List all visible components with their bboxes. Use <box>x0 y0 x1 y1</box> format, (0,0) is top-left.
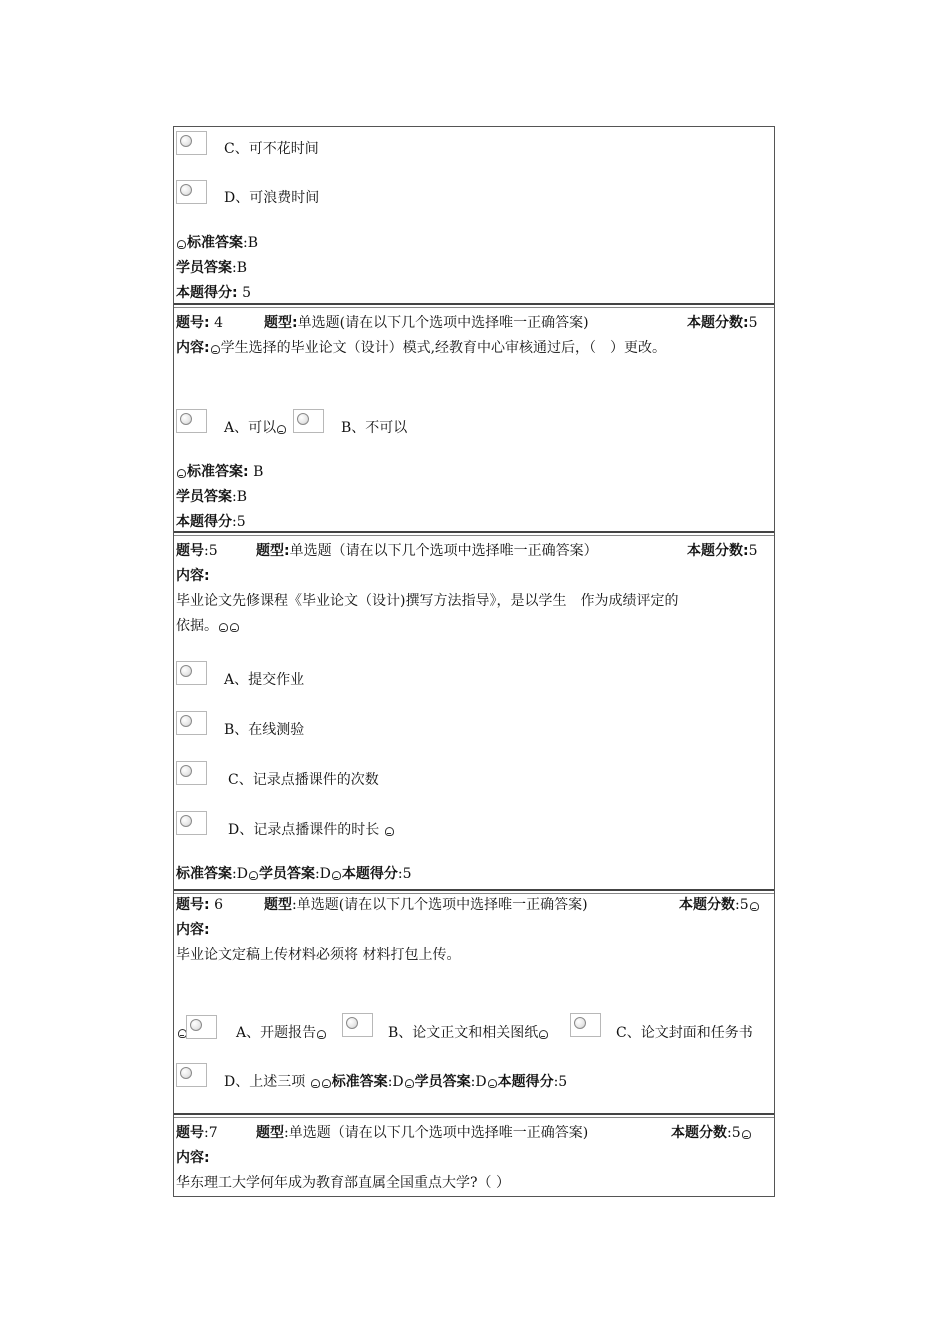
question-points: 本题分数:5 <box>687 315 758 331</box>
question-content: 内容: 学生选择的毕业论文（设计）模式,经教育中心审核通过后，（ ）更改。 <box>176 340 667 356</box>
anchor-icon <box>219 623 228 632</box>
question-3-tail <box>174 127 774 305</box>
option-label-a: A、开题报告 <box>236 1023 327 1043</box>
question-content-label: 内容: <box>176 1150 210 1166</box>
question-number: 题号: 6 <box>176 897 223 913</box>
question-type: 题型:单选题（请在以下几个选项中选择唯一正确答案） <box>256 543 598 559</box>
question-content: 毕业论文先修课程《毕业论文（设计)撰写方法指导》，是以学生 作为成绩评定的 <box>176 593 679 609</box>
question-5 <box>174 537 774 891</box>
question-number: 题号: 4 <box>176 315 223 331</box>
quiz-results-sheet <box>173 126 775 1197</box>
option-label-d: D、可浪费时间 <box>224 190 320 206</box>
option-radio-d[interactable] <box>176 180 207 204</box>
answer-summary: 标准答案:D 学员答案:D 本题得分:5 <box>176 866 412 882</box>
option-d-and-answers: D、上述三项 标准答案:D 学员答案:D 本题得分:5 <box>224 1074 568 1090</box>
option-radio-c[interactable] <box>176 761 207 785</box>
question-content-label: 内容: <box>176 922 210 938</box>
student-answer: 学员答案:B <box>176 489 248 505</box>
question-number: 题号:5 <box>176 543 218 559</box>
question-number: 题号:7 <box>176 1125 218 1141</box>
question-6 <box>174 895 774 1115</box>
question-4 <box>174 309 774 533</box>
option-label-b: B、论文正文和相关图纸 <box>388 1023 549 1043</box>
anchor-icon <box>311 1079 320 1088</box>
anchor-icon <box>317 1030 326 1039</box>
anchor-icon <box>405 1079 414 1088</box>
option-label-a: A、可以 <box>224 418 287 438</box>
option-label-d: D、上述三项 <box>224 1074 306 1090</box>
option-label-b: B、在线测验 <box>224 722 305 738</box>
option-radio-d[interactable] <box>176 811 207 835</box>
question-type: 题型:单选题(请在以下几个选项中选择唯一正确答案) <box>264 315 589 331</box>
anchor-icon <box>277 425 286 434</box>
anchor-icon <box>750 902 759 911</box>
anchor-icon <box>539 1030 548 1039</box>
anchor-icon <box>177 469 186 478</box>
option-radio-a[interactable] <box>186 1015 217 1039</box>
question-content: 华东理工大学何年成为教育部直属全国重点大学?（ ） <box>176 1175 510 1191</box>
question-points: 本题分数:5 <box>687 543 758 559</box>
option-label-c: C、可不花时间 <box>224 141 319 157</box>
option-label-d: D、记录点播课件的时长 <box>228 820 395 840</box>
question-score: 本题得分:5 <box>176 514 246 530</box>
option-label-c: C、记录点播课件的次数 <box>228 772 379 788</box>
anchor-icon <box>742 1130 751 1139</box>
question-points: 本题分数:5 <box>679 895 760 915</box>
option-label-b: B、不可以 <box>341 420 408 436</box>
option-radio-b[interactable] <box>342 1013 373 1037</box>
option-label-a: A、提交作业 <box>224 672 305 688</box>
option-radio-b[interactable] <box>176 711 207 735</box>
question-type: 题型:单选题（请在以下几个选项中选择唯一正确答案) <box>256 1125 589 1141</box>
option-label-c: C、论文封面和任务书 <box>616 1025 753 1041</box>
option-radio-d[interactable] <box>176 1063 207 1087</box>
option-radio-c[interactable] <box>570 1013 601 1037</box>
option-radio-a[interactable] <box>176 409 207 433</box>
question-7 <box>174 1123 774 1196</box>
question-content-label: 内容: <box>176 568 210 584</box>
anchor-icon <box>488 1079 497 1088</box>
question-points: 本题分数:5 <box>671 1123 752 1143</box>
option-radio-b[interactable] <box>293 409 324 433</box>
anchor-icon <box>332 871 341 880</box>
anchor-icon <box>322 1079 331 1088</box>
question-content: 毕业论文定稿上传材料必须将 材料打包上传。 <box>176 947 461 963</box>
anchor-icon <box>385 827 394 836</box>
question-type: 题型:单选题(请在以下几个选项中选择唯一正确答案) <box>264 897 588 913</box>
standard-answer: 标准答案:B <box>176 233 258 253</box>
anchor-icon <box>249 871 258 880</box>
question-score: 本题得分: 5 <box>176 285 251 301</box>
option-radio-c[interactable] <box>176 131 207 155</box>
question-content-cont: 依据。 <box>176 616 240 636</box>
student-answer: 学员答案:B <box>176 260 248 276</box>
standard-answer: 标准答案: B <box>176 462 263 482</box>
anchor-icon <box>230 623 239 632</box>
option-radio-a[interactable] <box>176 661 207 685</box>
anchor-icon <box>177 240 186 249</box>
anchor-icon <box>211 345 220 354</box>
